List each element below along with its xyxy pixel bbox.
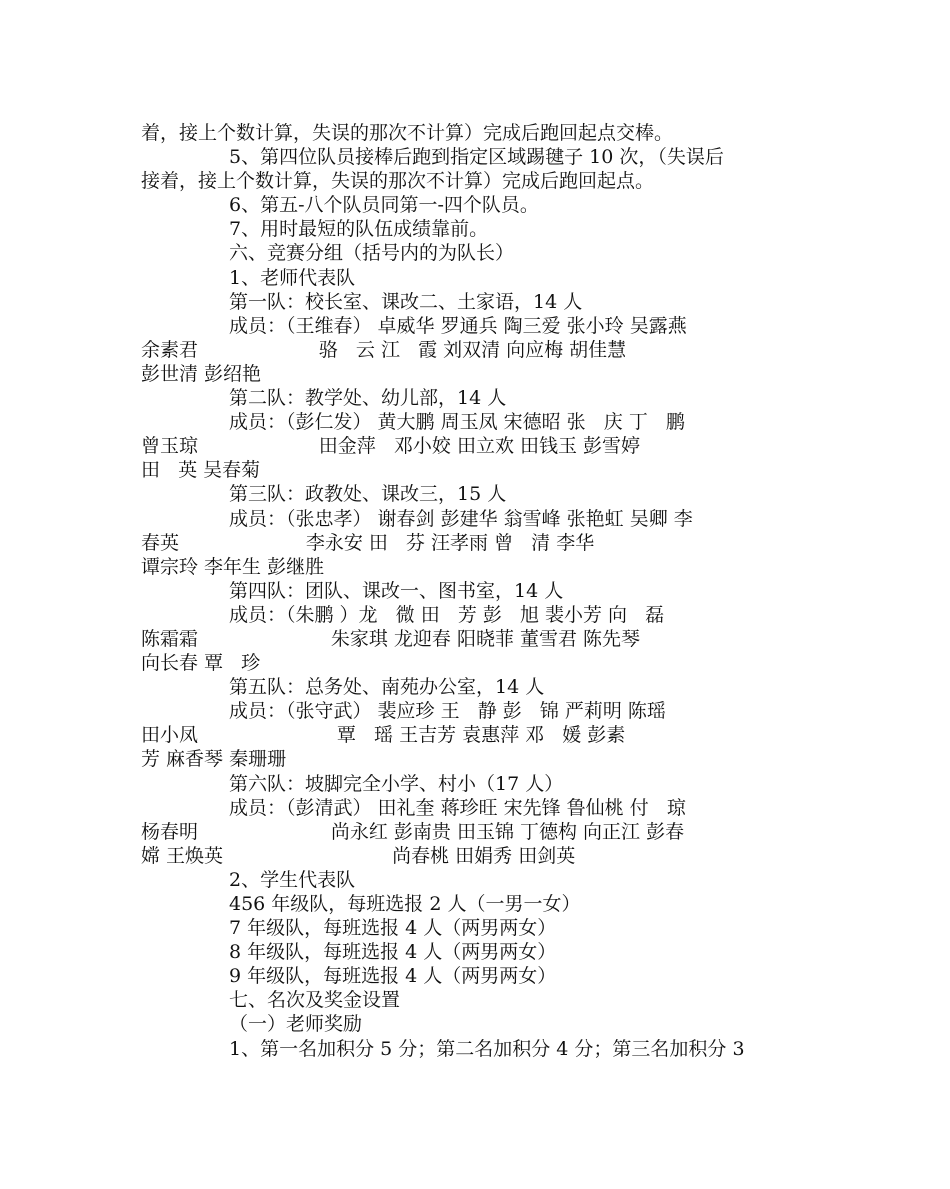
text-line: 成员：（朱鹏 ）龙 微 田 芳 彭 旭 裴小芳 向 磊 xyxy=(229,603,665,626)
document-body xyxy=(141,121,831,1061)
text-line: 第六队：坡脚完全小学、村小（17 人） xyxy=(229,772,564,795)
text-line: 成员：（彭仁发） 黄大鹏 周玉凤 宋德昭 张 庆 丁 鹏 xyxy=(229,411,685,434)
text-line: 456 年级队，每班选报 2 人（一男一女） xyxy=(229,893,581,915)
text-line: 1、老师代表队 xyxy=(229,266,356,289)
text-line: 成员：（张守武） 裴应珍 王 静 彭 锦 严莉明 陈瑶 xyxy=(229,700,666,723)
text-line: 第一队：校长室、课改二、土家语，14 人 xyxy=(229,290,583,313)
text-line: 陈霜霜 朱家琪 龙迎春 阳晓菲 董雪君 陈先琴 xyxy=(141,627,641,650)
text-line: 第三队：政教处、课改三，15 人 xyxy=(229,483,507,506)
text-line: 七、名次及奖金设置 xyxy=(229,989,401,1012)
text-line: 着，接上个数计算，失误的那次不计算）完成后跑回起点交棒。 xyxy=(141,122,674,144)
text-line: 春英 李永安 田 芬 汪孝雨 曾 清 李华 xyxy=(141,531,595,554)
text-line: 成员：（彭清武） 田礼奎 蒋珍旺 宋先锋 鲁仙桃 付 琼 xyxy=(229,796,686,819)
text-line: 第四队：团队、课改一、图书室，14 人 xyxy=(229,579,564,602)
text-line: 成员：（王维春） 卓威华 罗通兵 陶三爱 张小玲 吴露燕 xyxy=(229,314,687,337)
text-line: 田 英 吴春菊 xyxy=(141,459,261,482)
text-line: 杨春明 尚永红 彭南贵 田玉锦 丁德构 向正江 彭春 xyxy=(141,820,685,843)
text-line: 1、第一名加积分 5 分；第二名加积分 4 分；第三名加积分 3 xyxy=(229,1037,745,1060)
text-line: 8 年级队，每班选报 4 人（两男两女） xyxy=(229,941,557,964)
text-line: 2、学生代表队 xyxy=(229,868,356,891)
text-line: 成员：（张忠孝） 谢春剑 彭建华 翁雪峰 张艳虹 吴卿 李 xyxy=(229,507,693,530)
text-line: 曾玉琼 田金萍 邓小姣 田立欢 田钱玉 彭雪婷 xyxy=(141,435,641,458)
text-line: 5、第四位队员接棒后跑到指定区域踢毽子 10 次，（失误后 xyxy=(229,146,724,169)
text-line: 六、竞赛分组（括号内的为队长） xyxy=(229,242,515,265)
text-line: 9 年级队，每班选报 4 人（两男两女） xyxy=(229,965,557,988)
text-line: 第五队：总务处、南苑办公室，14 人 xyxy=(229,676,545,699)
text-line: 第二队：教学处、幼儿部，14 人 xyxy=(229,387,507,410)
text-line: 向长春 覃 珍 xyxy=(141,652,261,675)
text-line: （一）老师奖励 xyxy=(229,1013,363,1036)
text-line: 田小凤 覃 瑶 王吉芳 袁惠萍 邓 媛 彭素 xyxy=(141,724,626,747)
text-line: 6、第五-八个队员同第一-四个队员。 xyxy=(229,194,539,217)
text-line: 嫦 王焕英 尚春桃 田娟秀 田剑英 xyxy=(141,844,576,867)
text-line: 7、用时最短的队伍成绩靠前。 xyxy=(229,218,489,241)
text-line: 7 年级队，每班选报 4 人（两男两女） xyxy=(229,917,557,940)
text-line: 芳 麻香琴 秦珊珊 xyxy=(141,748,287,771)
text-line: 接着，接上个数计算，失误的那次不计算）完成后跑回起点。 xyxy=(141,170,655,193)
text-line: 彭世清 彭绍艳 xyxy=(141,362,262,385)
text-line: 谭宗玲 李年生 彭继胜 xyxy=(141,555,325,578)
text-line: 余素君 骆 云 江 霞 刘双清 向应梅 胡佳慧 xyxy=(141,338,627,361)
